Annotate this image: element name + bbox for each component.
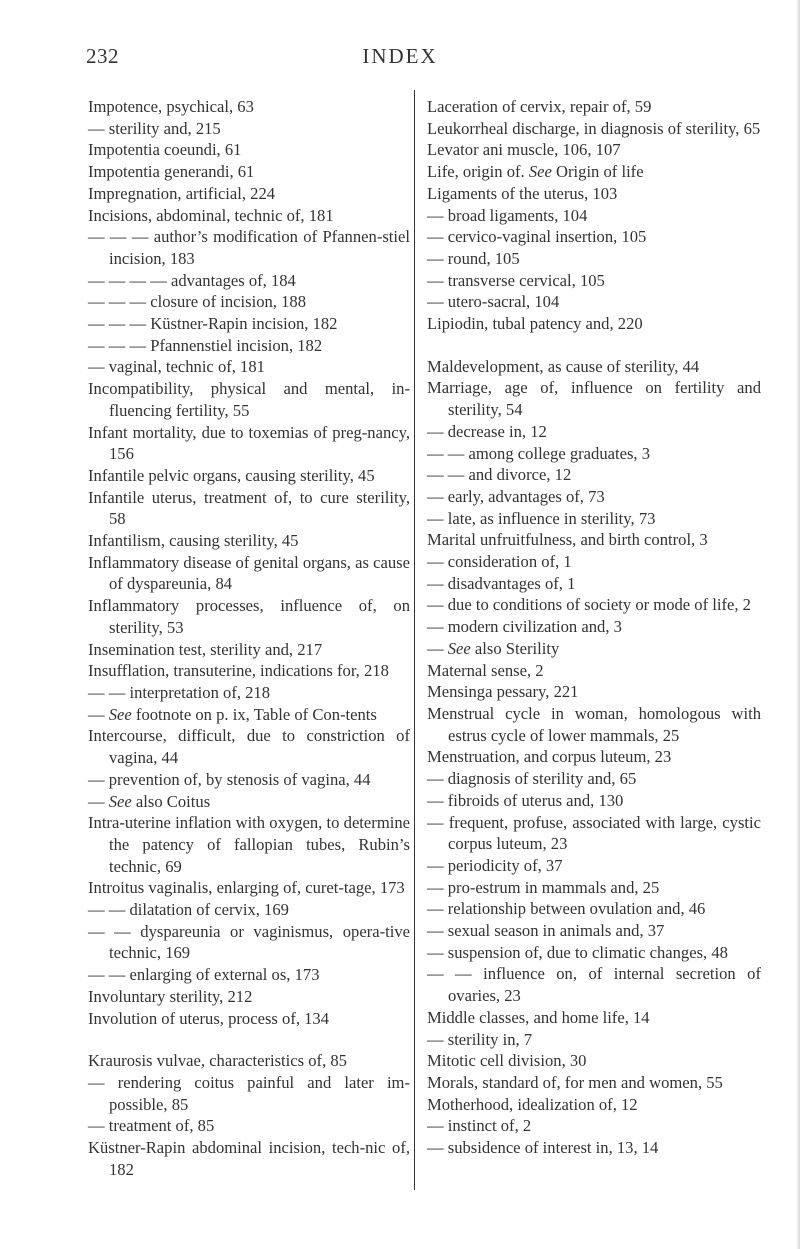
index-entry: — sexual season in animals and, 37 <box>427 921 665 941</box>
index-entry: — utero-sacral, 104 <box>427 292 560 312</box>
index-entry: — — — — advantages of, 184 <box>88 270 296 290</box>
index-entry: Infantile pelvic organs, causing sterility, 45 <box>88 465 375 485</box>
page-number: 232 <box>86 44 119 68</box>
index-entry: Mitotic cell division, 30 <box>427 1051 587 1071</box>
index-entry: — decrease in, 12 <box>427 421 547 441</box>
index-entry: Infantile uterus, treatment of, to cure sterility, 58 <box>88 487 410 529</box>
index-entry: — instinct of, 2 <box>427 1116 532 1136</box>
index-entry: Inflammatory processes, influence of, on sterility, 53 <box>88 596 410 637</box>
index-entry: Levator ani muscle, 106, 107 <box>427 140 621 160</box>
index-entry: — relationship between ovulation and, 46 <box>427 899 706 919</box>
index-entry: Leukorrheal discharge, in diagnosis of sterility, 65 <box>427 118 761 138</box>
index-entry: — fibroids of uterus and, 130 <box>427 790 624 810</box>
index-column-left <box>88 96 410 1180</box>
index-entry: Impregnation, artificial, 224 <box>88 183 276 203</box>
index-entry: — suspension of, due to climatic changes, 48 <box>427 942 728 962</box>
index-entry: Middle classes, and home life, 14 <box>427 1007 650 1027</box>
scan-edge-shadow <box>796 0 800 1249</box>
index-entry: Infant mortality, due to toxemias of preg-nancy, 156 <box>88 422 410 464</box>
index-entry: — sterility in, 7 <box>427 1029 533 1049</box>
index-entry: Motherhood, idealization of, 12 <box>427 1094 638 1114</box>
index-entry: Maldevelopment, as cause of sterility, 44 <box>427 356 700 376</box>
index-entry: Insemination test, sterility and, 217 <box>88 639 323 659</box>
index-entry: Intercourse, difficult, due to constriction of vagina, 44 <box>88 726 410 768</box>
index-entry: — rendering coitus painful and later im-possible, 85 <box>88 1072 410 1114</box>
index-entry: Introitus vaginalis, enlarging of, curet-tage, 173 <box>88 878 405 898</box>
index-entry: — cervico-vaginal insertion, 105 <box>427 227 647 247</box>
index-entry: — — interpretation of, 218 <box>88 682 271 702</box>
index-entry: — round, 105 <box>427 248 520 268</box>
index-entry: — periodicity of, 37 <box>427 855 563 875</box>
index-column-right <box>427 96 761 1159</box>
index-entry: — — among college graduates, 3 <box>427 443 651 463</box>
index-entry: — See also Coitus <box>88 791 211 811</box>
index-entry: — consideration of, 1 <box>427 552 572 572</box>
index-entry: — — dyspareunia or vaginismus, opera-tive technic, 169 <box>88 921 410 963</box>
index-entry: Küstner-Rapin abdominal incision, tech-nic of, 182 <box>88 1138 410 1179</box>
index-entry: — frequent, profuse, associated with large, cystic corpus luteum, 23 <box>427 812 761 854</box>
index-entry: — due to conditions of society or mode of life, 2 <box>427 595 751 615</box>
index-entry: — — — Küstner-Rapin incision, 182 <box>88 314 338 334</box>
index-entry: — — — closure of incision, 188 <box>88 292 306 312</box>
index-entry: — early, advantages of, 73 <box>427 486 605 506</box>
letter-section-gap <box>427 335 761 356</box>
page-header <box>0 44 800 74</box>
index-entry: — — enlarging of external os, 173 <box>88 965 320 985</box>
index-entry: Life, origin of. See Origin of life <box>427 162 644 182</box>
index-entry: — sterility and, 215 <box>88 118 221 138</box>
index-entry: — — and divorce, 12 <box>427 465 572 485</box>
index-entry: Infantilism, causing sterility, 45 <box>88 531 299 551</box>
index-entry: Impotentia generandi, 61 <box>88 162 255 182</box>
index-entry: Impotentia coeundi, 61 <box>88 140 242 160</box>
index-entry: — — dilatation of cervix, 169 <box>88 900 289 920</box>
index-entry: Maternal sense, 2 <box>427 660 544 680</box>
index-entry: Marriage, age of, influence on fertility and sterility, 54 <box>427 378 761 420</box>
index-entry: — prevention of, by stenosis of vagina, 44 <box>88 769 371 789</box>
index-entry: Marital unfruitfulness, and birth control, 3 <box>427 530 708 550</box>
index-entry: Inflammatory disease of genital organs, as cause of dyspareunia, 84 <box>88 552 410 594</box>
index-entry: — disadvantages of, 1 <box>427 573 576 593</box>
index-entry: Menstrual cycle in woman, homologous with estrus cycle of lower mammals, 25 <box>427 703 761 745</box>
index-entry: — subsidence of interest in, 13, 14 <box>427 1138 659 1158</box>
index-entry: Involution of uterus, process of, 134 <box>88 1008 330 1028</box>
column-divider <box>414 90 415 1190</box>
index-entry: Kraurosis vulvae, characteristics of, 85 <box>88 1051 347 1071</box>
index-entry: Morals, standard of, for men and women, 55 <box>427 1072 723 1092</box>
index-entry: — — — Pfannenstiel incision, 182 <box>88 335 323 355</box>
index-entry: — pro-estrum in mammals and, 25 <box>427 877 660 897</box>
index-entry: Laceration of cervix, repair of, 59 <box>427 97 652 116</box>
index-entry: — broad ligaments, 104 <box>427 205 588 225</box>
index-entry: Incisions, abdominal, technic of, 181 <box>88 205 334 225</box>
index-entry: — See also Sterility <box>427 638 560 658</box>
index-entry: — late, as influence in sterility, 73 <box>427 508 656 528</box>
index-entry: — — influence on, of internal secretion of ovaries, 23 <box>427 964 761 1006</box>
running-title: INDEX <box>362 44 438 68</box>
index-entry: — vaginal, technic of, 181 <box>88 357 265 377</box>
index-entry: Insufflation, transuterine, indications for, 218 <box>88 661 389 681</box>
index-entry: — treatment of, 85 <box>88 1116 215 1136</box>
index-entry: — See footnote on p. ix, Table of Con-tents <box>88 704 377 724</box>
index-entry: Mensinga pessary, 221 <box>427 682 579 702</box>
index-entry: Impotence, psychical, 63 <box>88 97 254 116</box>
index-entry: Ligaments of the uterus, 103 <box>427 183 618 203</box>
index-entry: — diagnosis of sterility and, 65 <box>427 769 637 789</box>
index-entry: Lipiodin, tubal patency and, 220 <box>427 314 643 334</box>
index-entry: Intra-uterine inflation with oxygen, to determine the patency of fallopian tubes, Rubin’s technic, 69 <box>88 813 410 876</box>
index-entry: Menstruation, and corpus luteum, 23 <box>427 747 672 767</box>
index-entry: — modern civilization and, 3 <box>427 617 622 637</box>
letter-section-gap <box>88 1029 410 1050</box>
index-entry: — transverse cervical, 105 <box>427 270 605 290</box>
index-entry: — — — author’s modification of Pfannen-stiel incision, 183 <box>88 227 410 268</box>
index-entry: Involuntary sterility, 212 <box>88 986 253 1006</box>
index-entry: Incompatibility, physical and mental, in-fluencing fertility, 55 <box>88 379 410 420</box>
